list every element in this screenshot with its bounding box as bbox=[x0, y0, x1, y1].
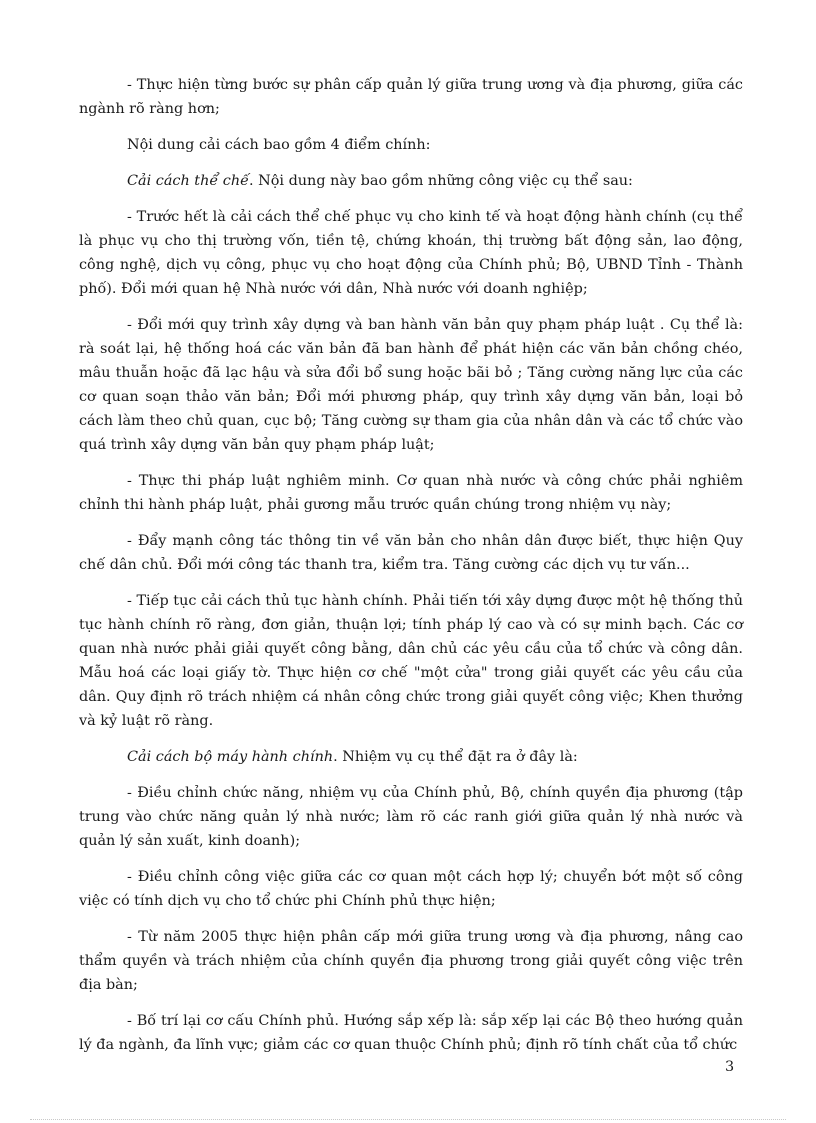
section-heading-institution: Cải cách thể chế bbox=[127, 173, 249, 189]
page-bottom-divider bbox=[30, 1119, 786, 1120]
paragraph: - Trước hết là cải cách thể chế phục vụ cho kinh tế và hoạt động hành chính (cụ thể là phục vụ cho thị trường vốn, tiền tệ, chứng khoán, thị trường bất động sản, lao động, công nghệ, dịch vụ công, phục vụ cho hoạt động của Chính phủ; Bộ, UBND Tỉnh - Thành phố). Đổi mới quan hệ Nhà nước với dân, Nhà nước với doanh nghiệp; bbox=[79, 209, 743, 297]
paragraph: - Điều chỉnh chức năng, nhiệm vụ của Chính phủ, Bộ, chính quyền địa phương (tập trung vào chức năng quản lý nhà nước; làm rõ các ranh giới giữa quản lý nhà nước và quản lý sản xuất, kinh doanh); bbox=[79, 785, 743, 849]
section-heading-apparatus: Cải cách bộ máy hành chính bbox=[127, 749, 334, 765]
paragraph: - Bố trí lại cơ cấu Chính phủ. Hướng sắp xếp là: sắp xếp lại các Bộ theo hướng quản lý đa ngành, đa lĩnh vực; giảm các cơ quan thuộc Chính phủ; định rõ tính chất của tổ chức bbox=[79, 1013, 743, 1053]
body-text bbox=[79, 73, 743, 1069]
paragraph: Cải cách thể chế. Nội dung này bao gồm những công việc cụ thể sau: bbox=[127, 173, 633, 189]
paragraph: - Đẩy mạnh công tác thông tin về văn bản cho nhân dân được biết, thực hiện Quy chế dân chủ. Đổi mới công tác thanh tra, kiểm tra. Tăng cường các dịch vụ tư vấn... bbox=[79, 533, 743, 573]
paragraph: - Đổi mới quy trình xây dựng và ban hành văn bản quy phạm pháp luật . Cụ thể là: rà soát lại, hệ thống hoá các văn bản đã ban hành để phát hiện các văn bản chồng chéo, mâu thuẫn hoặc đã lạc hậu và sửa đổi bổ sung hoặc bãi bỏ ; Tăng cường năng lực của các cơ quan soạn thảo văn bản; Đổi mới phương pháp, quy trình xây dựng văn bản, loại bỏ cách làm theo chủ quan, cục bộ; Tăng cường sự tham gia của nhân dân và các tổ chức vào quá trình xây dựng văn bản quy phạm pháp luật; bbox=[79, 317, 743, 453]
paragraph: - Từ năm 2005 thực hiện phân cấp mới giữa trung ương và địa phương, nâng cao thẩm quyền và trách nhiệm của chính quyền địa phương trong giải quyết công việc trên địa bàn; bbox=[79, 929, 743, 993]
paragraph: - Tiếp tục cải cách thủ tục hành chính. Phải tiến tới xây dựng được một hệ thống thủ tục hành chính rõ ràng, đơn giản, thuận lợi; tính pháp lý cao và có sự minh bạch. Các cơ quan nhà nước phải giải quyết công bằng, dân chủ các yêu cầu của tổ chức và công dân. Mẫu hoá các loại giấy tờ. Thực hiện cơ chế "một cửa" trong giải quyết các yêu cầu của dân. Quy định rõ trách nhiệm cá nhân công chức trong giải quyết công việc; Khen thưởng và kỷ luật rõ ràng. bbox=[79, 593, 743, 729]
paragraph: - Điều chỉnh công việc giữa các cơ quan một cách hợp lý; chuyển bớt một số công việc có tính dịch vụ cho tổ chức phi Chính phủ thực hiện; bbox=[79, 869, 743, 909]
paragraph: - Thực thi pháp luật nghiêm minh. Cơ quan nhà nước và công chức phải nghiêm chỉnh thi hành pháp luật, phải gương mẫu trước quần chúng trong nhiệm vụ này; bbox=[79, 473, 743, 513]
paragraph: - Thực hiện từng bước sự phân cấp quản lý giữa trung ương và địa phương, giữa các ngành rõ ràng hơn; bbox=[79, 77, 743, 117]
page-number: 3 bbox=[725, 1059, 735, 1075]
paragraph: Cải cách bộ máy hành chính. Nhiệm vụ cụ thể đặt ra ở đây là: bbox=[127, 749, 578, 765]
paragraph: Nội dung cải cách bao gồm 4 điểm chính: bbox=[127, 137, 431, 153]
paragraph-text: Nhiệm vụ cụ thể đặt ra ở đây là: bbox=[342, 749, 578, 765]
paragraph-text: Nội dung này bao gồm những công việc cụ thể sau: bbox=[258, 173, 633, 189]
